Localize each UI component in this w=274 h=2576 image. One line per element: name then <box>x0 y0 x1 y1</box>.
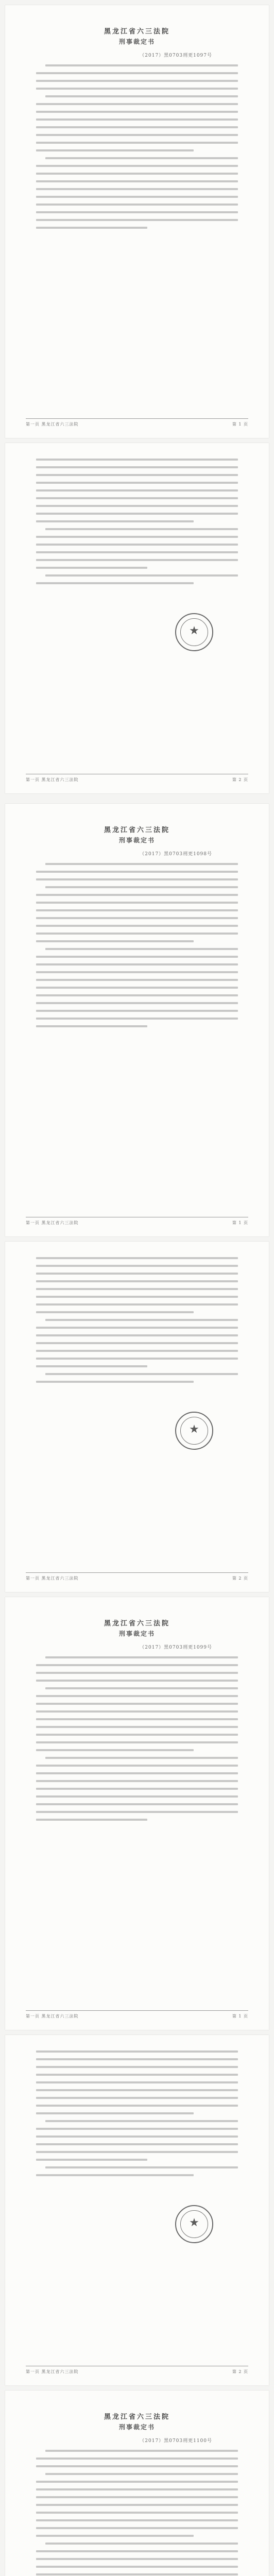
court-seal <box>175 1412 213 1450</box>
court-name: 黑龙江省六三法院 <box>104 28 170 36</box>
body-text <box>36 1656 238 1826</box>
page-4 <box>5 1242 269 1592</box>
page-number: 第 2 页 <box>232 1576 248 1581</box>
body-text <box>36 863 238 1033</box>
footer-label: 第一页 黑龙江省六三法院 <box>26 1221 79 1225</box>
court-name: 黑龙江省六三法院 <box>104 826 170 834</box>
seal-star-icon: ★ <box>189 624 199 637</box>
footer-label: 第一页 黑龙江省六三法院 <box>26 1576 79 1581</box>
page-number: 第 2 页 <box>232 2369 248 2374</box>
page-5 <box>5 1597 269 2030</box>
seal-star-icon: ★ <box>189 1423 199 1436</box>
case-number: （2017）黑0703刑更1099号 <box>140 1645 212 1650</box>
seal-star-icon: ★ <box>189 2216 199 2229</box>
page-number: 第 2 页 <box>232 777 248 782</box>
doc-type: 刑事裁定书 <box>118 38 155 45</box>
body-text <box>36 2050 238 2182</box>
page-3 <box>5 804 269 1236</box>
court-name: 黑龙江省六三法院 <box>104 2413 170 2421</box>
footer-label: 第一页 黑龙江省六三法院 <box>26 422 79 427</box>
case-number: （2017）黑0703刑更1097号 <box>140 53 212 58</box>
page-number: 第 1 页 <box>232 1221 248 1225</box>
page-2 <box>5 443 269 793</box>
court-seal <box>175 2205 213 2243</box>
doc-type: 刑事裁定书 <box>118 837 155 844</box>
body-text <box>36 64 238 234</box>
page-6 <box>5 2035 269 2385</box>
page-7 <box>5 2391 269 2576</box>
signature-block <box>150 616 233 640</box>
page-number: 第 1 页 <box>232 2014 248 2019</box>
body-text <box>36 2450 238 2576</box>
case-number: （2017）黑0703刑更1098号 <box>140 852 212 857</box>
doc-type: 刑事裁定书 <box>118 2424 155 2431</box>
footer-label: 第一页 黑龙江省六三法院 <box>26 2014 79 2019</box>
body-text <box>36 1257 238 1388</box>
body-text <box>36 459 238 590</box>
footer-label: 第一页 黑龙江省六三法院 <box>26 2369 79 2374</box>
footer-label: 第一页 黑龙江省六三法院 <box>26 777 79 782</box>
court-name: 黑龙江省六三法院 <box>104 1620 170 1628</box>
page-1 <box>5 5 269 438</box>
doc-type: 刑事裁定书 <box>118 1630 155 1637</box>
case-number: （2017）黑0703刑更1100号 <box>140 2438 212 2444</box>
page-number: 第 1 页 <box>232 422 248 427</box>
